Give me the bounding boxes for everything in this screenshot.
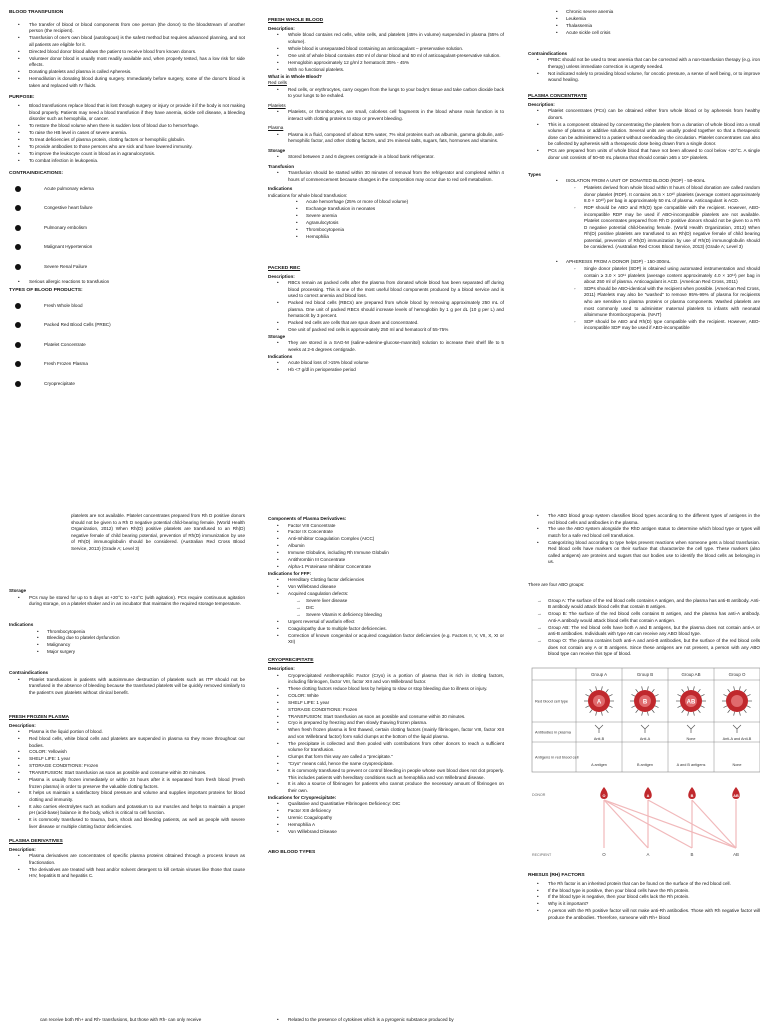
list-item: • PCs are prepared from units of whole blood that have not been allowed to cool below +20°C. A single donor unit consists of 50-60 mL plasma that should contain ≥55 x 10⁹ platelets. bbox=[528, 148, 760, 161]
ffp-list bbox=[9, 729, 245, 830]
ffp-indications-label: Indications for FFP: bbox=[268, 570, 312, 576]
list-item: • "Cryo" means cold, hence the name cryoprecipitate. bbox=[268, 761, 504, 768]
prbc-description-list bbox=[268, 280, 504, 333]
ffp-indications-list bbox=[268, 577, 504, 597]
list-item: • To combat infection in leukopenia. bbox=[9, 158, 245, 165]
list-item: • The derivatives are treated with heat and/or solvent detergent to kill certain viruses like those that cause HIV, hepatitis B and hepatitis C. bbox=[9, 867, 245, 880]
transfusion-list bbox=[268, 170, 504, 183]
list-item: • Von Willebrand disease bbox=[268, 584, 504, 591]
list-item: • Alpha-1 Proteinase Inhibitor Concentrate bbox=[268, 564, 504, 571]
list-item: • Acute blood loss of >15% blood volume bbox=[268, 360, 504, 367]
table-header: Group AB bbox=[681, 671, 701, 677]
donor-type: AB bbox=[733, 794, 739, 799]
list-item: • The precipitate is collected and then pooled with contributions from other donors to reach a sufficient volume for transfusion. bbox=[268, 741, 504, 754]
pd-heading: PLASMA DERIVATIVES bbox=[9, 838, 63, 844]
storage-list bbox=[268, 154, 504, 161]
list-item: • Packed red cells are cells that are spun down and concentrated. bbox=[268, 320, 504, 327]
list-item: • Thrombocytopenia bbox=[9, 629, 245, 636]
list-item: • This is a component obtained by concentrating the platelets from a donation of whole blood into a small volume of plasma or additive solution. Several units are usually pooled together so that a therapeutic dose can be administered to a patient without overloading the circulation. Platelet concentrates can also be collected by apheresis with a therapeutic dose being drawn from a single donor. bbox=[528, 122, 760, 148]
list-item: Severe Renal Failure bbox=[9, 264, 245, 271]
list-item: • Hemophilia A bbox=[268, 822, 504, 829]
prbc-storage-label: Storage bbox=[268, 333, 286, 339]
purpose-list bbox=[9, 103, 245, 164]
compatibility-line bbox=[604, 800, 736, 848]
prbc-heading: PACKED RBC bbox=[268, 265, 301, 271]
list-item: • Not indicated solely to providing blood volume, for oncotic pressure, a sense of well being, or to improve wound healing. bbox=[528, 71, 760, 84]
list-item: • The ABO blood group system classifies blood types according to the different types of antigens in the red blood cells and antibodies in the plasma. bbox=[528, 513, 760, 526]
donor-type: B bbox=[690, 794, 694, 799]
cryo-heading: CRYOPRECIPITATE bbox=[268, 658, 314, 664]
list-item: • The use the ABO system alongside the RhD antigen status to determine which blood type or types will match for a safe red blood cell transfusion. bbox=[528, 526, 760, 539]
list-item: • Plasma is usually frozen immediately or within 24 hours after it is separated from fresh blood (Fresh frozen plasma) in order to preserve the valuable clotting factors. bbox=[9, 777, 245, 790]
antigen-label: A antigen bbox=[591, 762, 607, 767]
prbc-indications-label: Indications bbox=[268, 353, 293, 359]
list-item: Platelet Concentrate bbox=[9, 342, 245, 349]
contraindications-heading: CONTRAINDICATIONS: bbox=[9, 170, 63, 176]
indications-intro: Indications for whole blood transfusion: bbox=[268, 192, 348, 198]
list-item: • Factor VIII Concentrate bbox=[268, 523, 504, 530]
list-item: Pulmonary embolism bbox=[9, 225, 245, 232]
platelets-list bbox=[268, 109, 504, 122]
list-item: • Correction of known congenital or acquired coagulation factor deficiencies (e.g. Factors II, V, VII, X, XI or XII) bbox=[268, 633, 504, 646]
list-item: Cryoprecipitate bbox=[9, 381, 245, 388]
list-item: • It is commonly transfused to prevent or control bleeding in people whose own blood does not clot properly. This includes patients with hereditary conditions such as hemophilia and von Willebrand disease. bbox=[268, 768, 504, 781]
list-item: • One unit of whole blood contains 450 ml of donor blood and 50 ml of anticoagulant-preservative solution. bbox=[268, 53, 504, 60]
list-item: • Whole blood is unseparated blood containing an anticoagulant – preservative solution. bbox=[268, 46, 504, 53]
list-item: • Urgent reversal of warfarin effect bbox=[268, 619, 504, 626]
list-item: • Blood transfusions replace blood that is lost through surgery or injury or provide it if the body is not making blood properly. Patients may need a blood transfusion if they have anemia, sickle cell disease, a bleeding disorder such as hemophilia, or cancer. bbox=[9, 103, 245, 123]
donor-label: DONOR bbox=[532, 793, 546, 798]
table-header: Group B bbox=[636, 671, 654, 677]
list-item: • Antithrombin III Concentrate bbox=[268, 557, 504, 564]
prbc-storage-list bbox=[268, 340, 504, 353]
list-item: • Plasma derivatives are concentrates of specific plasma proteins obtained through a process known as fractionation. bbox=[9, 853, 245, 866]
list-item: ◦ Platelets derived from whole blood within 8 hours of blood donation are called random donor platelet (RDP). It contains ≥5.5 × 10¹⁰ platelets (average content approximately 8.0 × 10¹⁰) per bag in approximately 50 mL of plasma. Anticoagulant is ACD. bbox=[528, 185, 760, 205]
abo-heading: ABO BLOOD TYPES bbox=[268, 849, 316, 855]
cell-letter: B bbox=[642, 699, 648, 706]
pc-description-list bbox=[528, 108, 760, 161]
abo-table bbox=[528, 664, 760, 776]
antibody-label: Anti-A and Anti-B bbox=[722, 736, 752, 741]
types-list bbox=[9, 303, 245, 388]
cryo-indications-label: Indications for Cryoprecipitate: bbox=[268, 794, 337, 800]
list-item: • Acquired coagulation defects: bbox=[268, 591, 504, 598]
storage-label: Storage bbox=[268, 147, 286, 153]
list-item: → Group B: The surface of the red blood cells contains B antigen, and the plasma has anti-A antibody. Anti-A antibody would attack blood cells that contain A antigen. bbox=[528, 611, 760, 624]
compatibility-line bbox=[692, 800, 736, 848]
transfusion-label: Transfusion bbox=[268, 163, 295, 169]
list-item: • Uremic Coagulopathy bbox=[268, 815, 504, 822]
prbc-indications-list bbox=[268, 360, 504, 373]
antibody-label: Anti-A bbox=[639, 736, 651, 741]
antibody-label: None bbox=[686, 736, 696, 741]
list-item: • To improve the leukocyte count in blood as in agranulocytosis. bbox=[9, 151, 245, 158]
list-item: → Group O: The plasma contains both anti-A and anti-B antibodies, but the surface of the red blood cells does not contain any A or B antigens. Since these antigens are not present, a person with any ABO blood type can receive this type of blood. bbox=[528, 638, 760, 658]
list-item: • Malignancy bbox=[9, 642, 245, 649]
list-item: • Packed red blood cells (RBCs) are prepared from whole blood by removing approximately 250 mL of plasma. One unit of packed RBCs should increase levels of hemoglobin by 1 g per dL (10 g per L) and hematocrit by 3 percent. bbox=[268, 300, 504, 320]
recipient-type: AB bbox=[733, 852, 739, 858]
prbc-contra-list bbox=[528, 57, 760, 83]
list-item: • Bleeding due to platelet dysfunction bbox=[9, 635, 245, 642]
list-item: • Stored between 2 and 6 degrees centigrade in a blood bank refrigerator. bbox=[268, 154, 504, 161]
table-header: Group A bbox=[590, 671, 608, 677]
list-item: → DIC bbox=[268, 605, 504, 612]
doc-title: BLOOD TRANSFUSION bbox=[9, 10, 64, 15]
rh-heading: RHESUS (RH) FACTORS bbox=[528, 872, 585, 878]
abo-table-figure bbox=[528, 664, 760, 779]
recipient-type: B bbox=[690, 852, 694, 858]
list-item: → Group A: The surface of the red blood cells contains A antigen, and the plasma has anti-B antibody. Anti-B antibody would attack blood cells that contain B antigen. bbox=[528, 598, 760, 611]
list-item: • Whole blood contains red cells, white cells, and platelets (45% in volume) suspended in plasma (55% of volume). bbox=[268, 32, 504, 45]
list-item: • Thrombocytopenia bbox=[268, 227, 504, 234]
groups-list bbox=[528, 598, 760, 658]
list-item: • Factor XIII deficiency bbox=[268, 808, 504, 815]
bottom-left-line: can receive both Rh+ and Rh- transfusions, but those with Rh- can only receive bbox=[40, 1017, 202, 1022]
list-item: • Plasma is the liquid portion of blood. bbox=[9, 729, 245, 736]
contraindications-list bbox=[9, 186, 245, 271]
list-item: ◦ Single donor platelet (SDP) is obtained using automated instrumentation and should contain ≥ 3.0 × 10¹¹ platelets (average content approximately 4.0 × 10¹¹) per bag in about 250 ml of plasma. Anticoagulant is ACD. (American Red Cross, 2011) bbox=[528, 266, 760, 286]
donor-type: A bbox=[646, 794, 650, 799]
list-item: • Why is it important? bbox=[528, 901, 760, 908]
list-item: • PCs may be stored for up to 5 days at +20°C to +24°C (with agitation). PCs require continuous agitation during storage, on a platelet shaker and in an incubator that maintains the required storage temperature. bbox=[9, 595, 245, 608]
list-item: • Hereditary Clotting factor deficiencies bbox=[268, 577, 504, 584]
recipient-label: RECIPIENT bbox=[532, 853, 552, 858]
list-item: • Factor IX Concentrate bbox=[268, 529, 504, 536]
list-item: • Hemodilution is donating blood during surgery. Immediately before surgery, some of the donor's blood is taken and replaced with IV fluids. bbox=[9, 76, 245, 89]
list-item: • Related to the presence of cytokines which is a pyrogenic substance produced by bbox=[268, 1017, 504, 1024]
ffp-description-label: Description: bbox=[9, 722, 36, 728]
list-item: • Hemoglobin approximately 12 g/ml 2 hematocrit 35% - 45% bbox=[268, 60, 504, 67]
antigen-label: None bbox=[732, 762, 742, 767]
list-item: • Categorizing blood according to type helps prevent reactions when someone gets a blood transfusion. Red blood cells have markers on their surface that characterize the cell type. These markers (also called antigens) are proteins and sugars that our bodies use to identify the blood cells as belonging in us. bbox=[528, 540, 760, 566]
rh-list bbox=[528, 881, 760, 922]
ffp-heading: FRESH FROZEN PLASMA bbox=[9, 714, 70, 720]
list-item: • The transfer of blood or blood components from one person (the donor) to the bloodstream of another person (the recipient). bbox=[9, 22, 245, 35]
list-item: • TRANSFUSION: Start transfusion as soon as possible and consume within 30 minutes. bbox=[9, 770, 245, 777]
list-item: • To raise the HB level in cases of severe anemia. bbox=[9, 130, 245, 137]
groups-intro: There are four ABO groups: bbox=[528, 582, 585, 588]
fwb-description-list bbox=[268, 32, 504, 73]
list-item: → Severe Vitamin K deficiency bleeding bbox=[268, 612, 504, 619]
indications-list bbox=[268, 199, 504, 240]
donor-type: O bbox=[602, 794, 606, 799]
list-item: • Major surgery bbox=[9, 649, 245, 656]
list-item: • STORAGE CONDITIONS: Frozen bbox=[268, 707, 504, 714]
apheresis-heading-list bbox=[528, 259, 760, 266]
plasma-list bbox=[268, 132, 504, 145]
red-cells-list bbox=[268, 87, 504, 100]
list-item: • They are stored in a SAG-M (saline-adenine-glucose-mannitol) solution to increase their shelf life to 5 weeks at 2-6 degrees centigrade. bbox=[268, 340, 504, 353]
p1-column-1 bbox=[9, 10, 245, 400]
list-item: → Severe liver disease bbox=[268, 598, 504, 605]
antibody-label: Anti-B bbox=[593, 736, 605, 741]
list-item: • If the blood type is negative, then your blood cells lack the Rh protein. bbox=[528, 894, 760, 901]
list-item: • Transfusion should be started within 30 minutes of removal from the refrigerator and completed within 4 hours of commencement because changes in the composition may occur due to red cell metabolism. bbox=[268, 170, 504, 183]
types-label: Types bbox=[528, 171, 541, 177]
list-item: • Hemophilia bbox=[268, 234, 504, 241]
list-item: • Qualitative and Quantitative Fibrinogen Deficiency: DIC bbox=[268, 801, 504, 808]
indications-label: Indications bbox=[268, 186, 293, 192]
abo-list bbox=[528, 513, 760, 566]
fwb-heading: FRESH WHOLE BLOOD bbox=[268, 18, 324, 23]
iso-heading-list bbox=[528, 178, 760, 185]
list-item: • TRANSFUSION: Start transfusion as soon as possible and consume within 30 minutes. bbox=[268, 714, 504, 721]
list-item: • It is commonly transfused to trauma, burn, shock and bleeding patients, as well as people with severe liver disease or multiple clotting factor deficiencies. bbox=[9, 817, 245, 830]
list-item: • Chronic severe anemia bbox=[528, 9, 760, 16]
list-item: • Red blood cells, white blood cells and platelets are suspended in plasma so they move throughout our bodies. bbox=[9, 736, 245, 749]
list-item: • Directed blood donor blood allows the patient to receive blood from known donors. bbox=[9, 49, 245, 56]
platelet-continuation: platelets are not available. Platelet concentrates prepared from Rh D positive donors should not be given to a Rh D negative potential child-bearing female. (World Health Organization, 2012) When Rh(D) positive platelets are transfused to an Rh(D) negative female of child bearing potential, prevention of Rh(D) immunization by use of Rh(D) immunoglobulin should be considered. (Australian Red Cross Blood Service, 2013) (Grade A; Level 3) bbox=[71, 513, 245, 551]
prbc-indications-cont bbox=[528, 9, 760, 36]
list-item: • Acute sickle cell crisis bbox=[528, 30, 760, 37]
whole-blood-question: What is in Whole Blood? bbox=[268, 73, 322, 79]
p2-column-1 bbox=[9, 513, 245, 880]
cryo-list bbox=[268, 673, 504, 795]
list-item: • Platelet concentrates (PCs) can be obtained either from whole blood or by apheresis from healthy donors. bbox=[528, 108, 760, 121]
list-item: • Albumin bbox=[268, 543, 504, 550]
list-item: • Transfusion of one's own blood (autologous) is the safest method but requires advanced planning, and not all patients are eligible for it. bbox=[9, 35, 245, 48]
intro-list bbox=[9, 22, 245, 89]
apheresis-list bbox=[528, 266, 760, 332]
red-cells-label: Red cells bbox=[268, 80, 287, 86]
list-item: • COLOR: Yellowish bbox=[9, 749, 245, 756]
antigen-label: B antigen bbox=[636, 762, 654, 767]
list-item: • Clumps that form this way are called a "precipitate." bbox=[268, 754, 504, 761]
list-item: • Red cells, or erythrocytes, carry oxygen from the lungs to your body's tissue and take carbon dioxide back to your lungs to be exhaled. bbox=[268, 87, 504, 100]
list-item: • It is also a source of fibrinogen for patients who cannot produce the necessary amount of fibrinogen on their own. bbox=[268, 781, 504, 794]
table-row-label: Antibodies in plasma bbox=[535, 729, 571, 735]
pc-contra-list bbox=[9, 677, 245, 697]
list-item: • A person with the Rh positive factor will not make anti-Rh antibodies. Those with Rh negative factor will produce the antibodies. Therefore, someone with Rh+ blood bbox=[528, 908, 760, 921]
list-item: → Group AB: The red blood cells have both A and B antigens, but the plasma does not contain anti-A or anti-B antibodies. Individuals with type AB can receive any ABO blood type. bbox=[528, 625, 760, 638]
list-item: Malignant Hypertension bbox=[9, 244, 245, 251]
list-item: • Volunteer donor blood is usually most readily available and, when properly tested, has a low risk for side effects. bbox=[9, 56, 245, 69]
pc-storage-label: Storage bbox=[9, 588, 27, 594]
list-item: ◦ SDP should be ABO and Rh(D) type compatible with the recipient. However, ABO-incompatible SDP may be used if ABO-incompatible bbox=[528, 319, 760, 332]
pd-description-label: Description: bbox=[9, 846, 36, 852]
list-item: Acute pulmonary edema bbox=[9, 186, 245, 193]
list-item: • APHERESIS FROM A DONOR (SDP) - 150-300mL bbox=[528, 259, 760, 266]
recipient-type: A bbox=[646, 852, 650, 858]
list-item: • PRBC should not be used to treat anemia that can be corrected with a non-transfusion therapy (e.g. iron therapy) unless immediate correction is urgently needed. bbox=[528, 57, 760, 70]
list-item: • When fresh frozen plasma is first thawed, certain clotting factors (mainly fibrinogen, factor VIII, factor XIII and von Willebrand factor) form solid clumps at the bottom of the liquid plasma. bbox=[268, 727, 504, 740]
list-item: ◦ RDP should be ABO and Rh(D) type compatible with the recipient. However, ABO-incompatible RDP may be used if ABO-incompatible platelets are not available. Platelet concentrates prepared from Rh D positive donors should not be given to a Rh D negative potential child-bearing female. (World Health Organization, 2012) When Rh(D) positive platelets are transfused to an Rh(D) negative female of child bearing potential, prevention of Rh(D) immunization by use of Rh(D) immunoglobulin should be considered. (Australian Red Cross Blood Service, 2013) (Grade A; Level 3) bbox=[528, 205, 760, 251]
p2-column-2 bbox=[268, 516, 504, 862]
donor-recipient-chart bbox=[528, 782, 760, 864]
list-item: • If the blood type is positive, then your blood cells have the Rh protein. bbox=[528, 888, 760, 895]
list-item: • Agranulocytosis bbox=[268, 220, 504, 227]
pc-indications-list bbox=[9, 629, 245, 656]
list-item: Fresh Frozen Plasma bbox=[9, 361, 245, 368]
pc-contra-label: Contraindications bbox=[9, 670, 49, 676]
list-item: • Platelets, or thrombocytes, are small, colorless cell fragments in the blood whose main function is to interact with clotting proteins to stop or prevent bleeding. bbox=[268, 109, 504, 122]
list-item: • These clotting factors reduce blood loss by helping to slow or stop bleeding due to illness or injury. bbox=[268, 686, 504, 693]
list-item: • To restore the blood volume when there is sudden loss of blood due to hemorrhage. bbox=[9, 123, 245, 130]
list-item: • Thalassemia bbox=[528, 23, 760, 30]
list-item: • Leukemia bbox=[528, 16, 760, 23]
pc-description-label: Description: bbox=[528, 101, 555, 107]
list-item: • Coagulopathy due to multiple factor deficiencies. bbox=[268, 626, 504, 633]
list-item: • Anti-Inhibitor Coagulation Complex (AICC) bbox=[268, 536, 504, 543]
list-item: • STORAGE CONDITIONS: Frozen bbox=[9, 763, 245, 770]
prbc-description-label: Description: bbox=[268, 273, 295, 279]
list-item: Congestive heart failure bbox=[9, 205, 245, 212]
pd-list bbox=[9, 853, 245, 879]
ffp-indications-list-2 bbox=[268, 619, 504, 646]
types-heading: TYPES OF BLOOD PRODUCTS: bbox=[9, 287, 83, 293]
list-item: • Immune Globulins, including Rh Immune Globulin bbox=[268, 550, 504, 557]
p1-column-2 bbox=[268, 18, 504, 374]
iso-list bbox=[528, 185, 760, 251]
compatibility-line bbox=[604, 800, 648, 848]
list-item: • To treat deficiencies of plasma protein, clotting factors or hemophilic globulin. bbox=[9, 137, 245, 144]
list-item: • Acute hemorrhage (25% or more of blood volume) bbox=[268, 199, 504, 206]
list-item: • Plasma is a fluid, composed of about 92% water, 7% vital proteins such as albumin, gamma globulin, anti-hemophilic factor, and other clotting factors, and 1% mineral salts, sugars, fats, hormones and vitamins. bbox=[268, 132, 504, 145]
pc-heading: PLASMA CONCENTRATE bbox=[528, 93, 587, 99]
components-list bbox=[268, 523, 504, 571]
list-item: • It also carries electrolytes such as sodium and potassium to our muscles and helps to maintain a proper pH (acid-base) balance in the body, which is critical to cell function. bbox=[9, 804, 245, 817]
list-item: • SHELF LIFE: 1 year bbox=[268, 700, 504, 707]
list-item: • ISOLATION FROM A UNIT OF DONATED BLOOD (RDP) - 50-60mL bbox=[528, 178, 760, 185]
list-item: • To provide antibodies to those persons who are sick and have lowered immunity. bbox=[9, 144, 245, 151]
p1-column-3 bbox=[528, 9, 760, 332]
list-item: • RBCs remain as packed cells after the plasma from donated whole blood has been separated off during blood processing. This is one of the most useful blood components produced by a blood service and is used to correct anemia and blood loss. bbox=[268, 280, 504, 300]
cell-letter: A bbox=[596, 699, 602, 706]
p2-column-3 bbox=[528, 513, 760, 922]
list-item: • Serious allergic reactions to transfusion bbox=[9, 279, 245, 286]
list-item: • COLOR: White bbox=[268, 693, 504, 700]
prbc-contra-label: Contraindications bbox=[528, 50, 568, 56]
table-row-label: Red blood cell type bbox=[535, 698, 569, 704]
plasma-label: Plasma bbox=[268, 125, 284, 131]
list-item: • Cryoprecipitated Antihemophilic Factor (Cryo) is a portion of plasma that is rich in clotting factors, including fibrinogen, factor VIII, factor XIII and von Willebrand factor. bbox=[268, 673, 504, 686]
list-item: • Cryo is prepared by freezing and then slowly thawing frozen plasma. bbox=[268, 720, 504, 727]
cryo-description-label: Description: bbox=[268, 666, 295, 671]
list-item: • Exchange transfusion in neonates bbox=[268, 206, 504, 213]
pc-indications-label: Indications bbox=[9, 622, 34, 628]
list-item: • Donating platelets and plasma is called Apheresis. bbox=[9, 69, 245, 76]
list-item: • Von Willebrand Disease bbox=[268, 829, 504, 836]
list-item: • It helps us maintain a satisfactory blood pressure and volume and supplies important proteins for blood clotting and immunity. bbox=[9, 790, 245, 803]
pc-storage-list bbox=[9, 595, 245, 608]
list-item: • One unit of packed red cells is approximately 250 ml and hematocrit of 55-75% bbox=[268, 327, 504, 334]
cell-letter: AB bbox=[686, 699, 696, 706]
list-item: Packed Red Blood Cells (PRBC) bbox=[9, 322, 245, 329]
cryo-indications-list bbox=[268, 801, 504, 835]
purpose-heading: PURPOSE: bbox=[9, 95, 35, 101]
acquired-defects-list bbox=[268, 598, 504, 618]
list-item: • The Rh factor is an inherited protein that can be found on the surface of the red blood cell. bbox=[528, 881, 760, 888]
red-cell-center-icon bbox=[731, 695, 743, 707]
bottom-mid-line bbox=[268, 1017, 504, 1024]
list-item: • Severe anemia bbox=[268, 213, 504, 220]
contraindications-last bbox=[9, 279, 245, 286]
recipient-type: O bbox=[602, 852, 606, 858]
list-item: Fresh Whole blood bbox=[9, 303, 245, 310]
platelets-label: Platelets bbox=[268, 102, 286, 108]
donor-recipient-figure bbox=[528, 782, 760, 867]
antigen-label: A and B antigens bbox=[676, 762, 706, 767]
fwb-description-label: Description: bbox=[268, 25, 295, 31]
list-item: • Hb <7 g/dl in perioperative period bbox=[268, 367, 504, 374]
list-item: • Platelet transfusions in patients with autoimmune destruction of platelets such as ITP should not be transfused in the absence of bleeding because the transfused platelets will be quickly removed similarly to the patient's own platelets without clinical benefit. bbox=[9, 677, 245, 697]
components-label: Components of Plasma Derivatives: bbox=[268, 516, 347, 521]
page-2 bbox=[0, 500, 768, 1022]
list-item: • With no functional platelets. bbox=[268, 67, 504, 74]
table-header: Group O bbox=[728, 671, 746, 677]
list-item: • SHELF LIFE: 1 year bbox=[9, 756, 245, 763]
list-item: ◦ SDPs should be ABO-identical with the recipient when possible. (American Red Cross, 2011) Platelets may also be "washed" to remove 95%-99% of plasma for recipients who are sensitive to plasma proteins or plasma components. Washed platelets are most commonly used to administer maternal platelets to infants with neonatal alloimmune thrombocytopenia. (NAIT) bbox=[528, 286, 760, 319]
table-row-label: Antigens in red blood cell bbox=[535, 754, 579, 760]
